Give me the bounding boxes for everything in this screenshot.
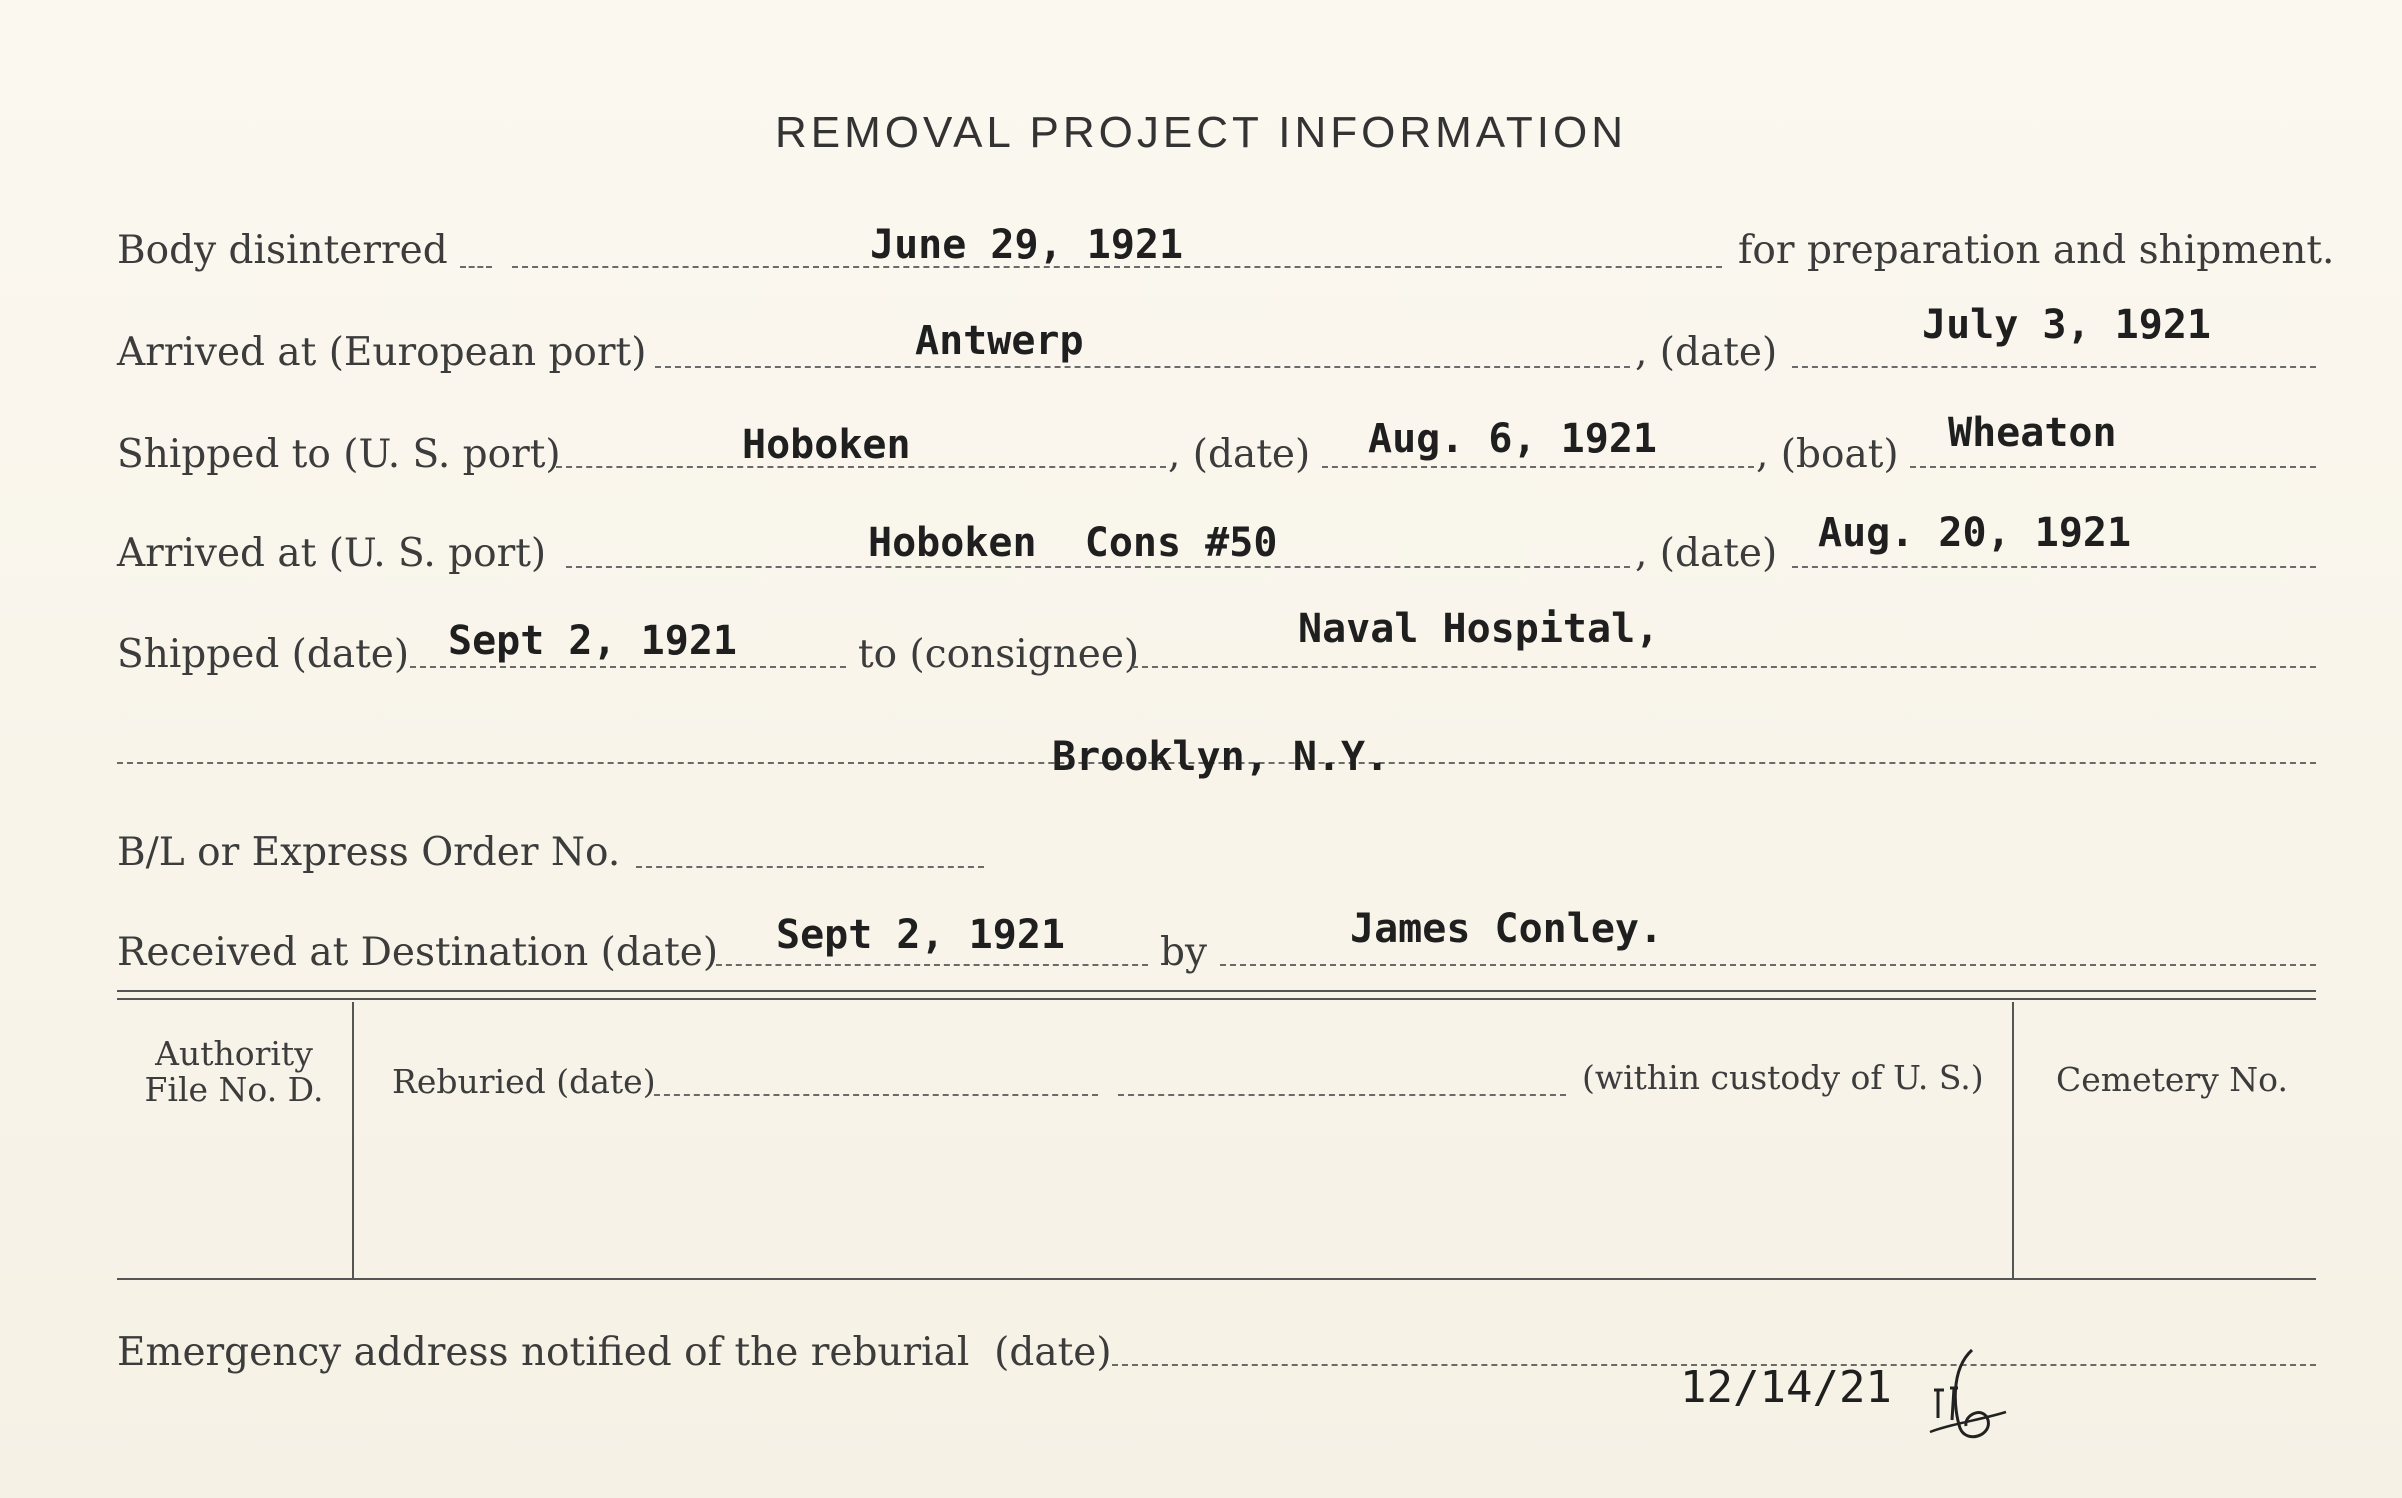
divider: [117, 998, 2316, 1000]
arrived-european-value: Antwerp: [915, 318, 1084, 364]
divider: [352, 1002, 354, 1278]
body-disinterred-value: June 29, 1921: [870, 222, 1184, 268]
leader-line: [716, 964, 1148, 966]
bl-label: B/L or Express Order No.: [117, 830, 621, 875]
initials-signature: [1920, 1340, 2010, 1450]
arrived-us-date: Aug. 20, 1921: [1818, 510, 2132, 556]
shipped-to-label: Shipped to (U. S. port): [117, 432, 561, 477]
emergency-value: 12/14/21: [1680, 1362, 1892, 1413]
reburied-label: Reburied (date): [392, 1062, 656, 1101]
leader-line: [566, 566, 1630, 568]
body-disinterred-suffix: for preparation and shipment.: [1738, 228, 2335, 273]
leader-line: [1910, 466, 2316, 468]
divider: [117, 990, 2316, 992]
date-label: , (date): [1635, 330, 1778, 375]
leader-line: [1220, 964, 2316, 966]
shipped-date-label: Shipped (date): [117, 632, 410, 677]
boat-value: Wheaton: [1948, 410, 2117, 456]
consignee-value-2: Brooklyn, N.Y.: [1052, 734, 1390, 780]
leader-line: [655, 366, 1630, 368]
leader-line: [636, 866, 984, 868]
received-value: Sept 2, 1921: [776, 912, 1065, 958]
boat-label: , (boat): [1756, 432, 1899, 477]
arrived-european-label: Arrived at (European port): [117, 330, 647, 375]
date-label: , (date): [1168, 432, 1311, 477]
leader-line: [1322, 466, 1754, 468]
arrived-us-label: Arrived at (U. S. port): [117, 531, 547, 576]
leader-line: [460, 266, 492, 268]
leader-line: [654, 1094, 1098, 1096]
custody-label: (within custody of U. S.): [1582, 1058, 1984, 1097]
cemetery-label: Cemetery No.: [2056, 1060, 2288, 1099]
consignee-label: to (consignee): [858, 632, 1140, 677]
body-disinterred-label: Body disinterred: [117, 228, 448, 273]
leader-line: [1118, 1094, 1566, 1096]
leader-line: [410, 666, 846, 668]
emergency-label: Emergency address notified of the reburial (date): [117, 1330, 1112, 1375]
shipped-to-date: Aug. 6, 1921: [1368, 416, 1657, 462]
divider: [2012, 1002, 2014, 1278]
by-value: James Conley.: [1350, 906, 1664, 952]
arrived-european-date: July 3, 1921: [1922, 302, 2211, 348]
divider: [117, 1278, 2316, 1280]
page-title: REMOVAL PROJECT INFORMATION: [775, 108, 1627, 157]
date-label: , (date): [1635, 531, 1778, 576]
by-label: by: [1160, 930, 1207, 975]
leader-line: [1792, 366, 2316, 368]
shipped-to-value: Hoboken: [742, 422, 911, 468]
consignee-value: Naval Hospital,: [1298, 606, 1660, 652]
received-label: Received at Destination (date): [117, 930, 719, 975]
leader-line: [1132, 666, 2316, 668]
authority-label: Authority File No. D.: [144, 1034, 324, 1109]
shipped-date-value: Sept 2, 1921: [448, 618, 737, 664]
arrived-us-value: Hoboken Cons #50: [868, 520, 1278, 566]
leader-line: [1792, 566, 2316, 568]
